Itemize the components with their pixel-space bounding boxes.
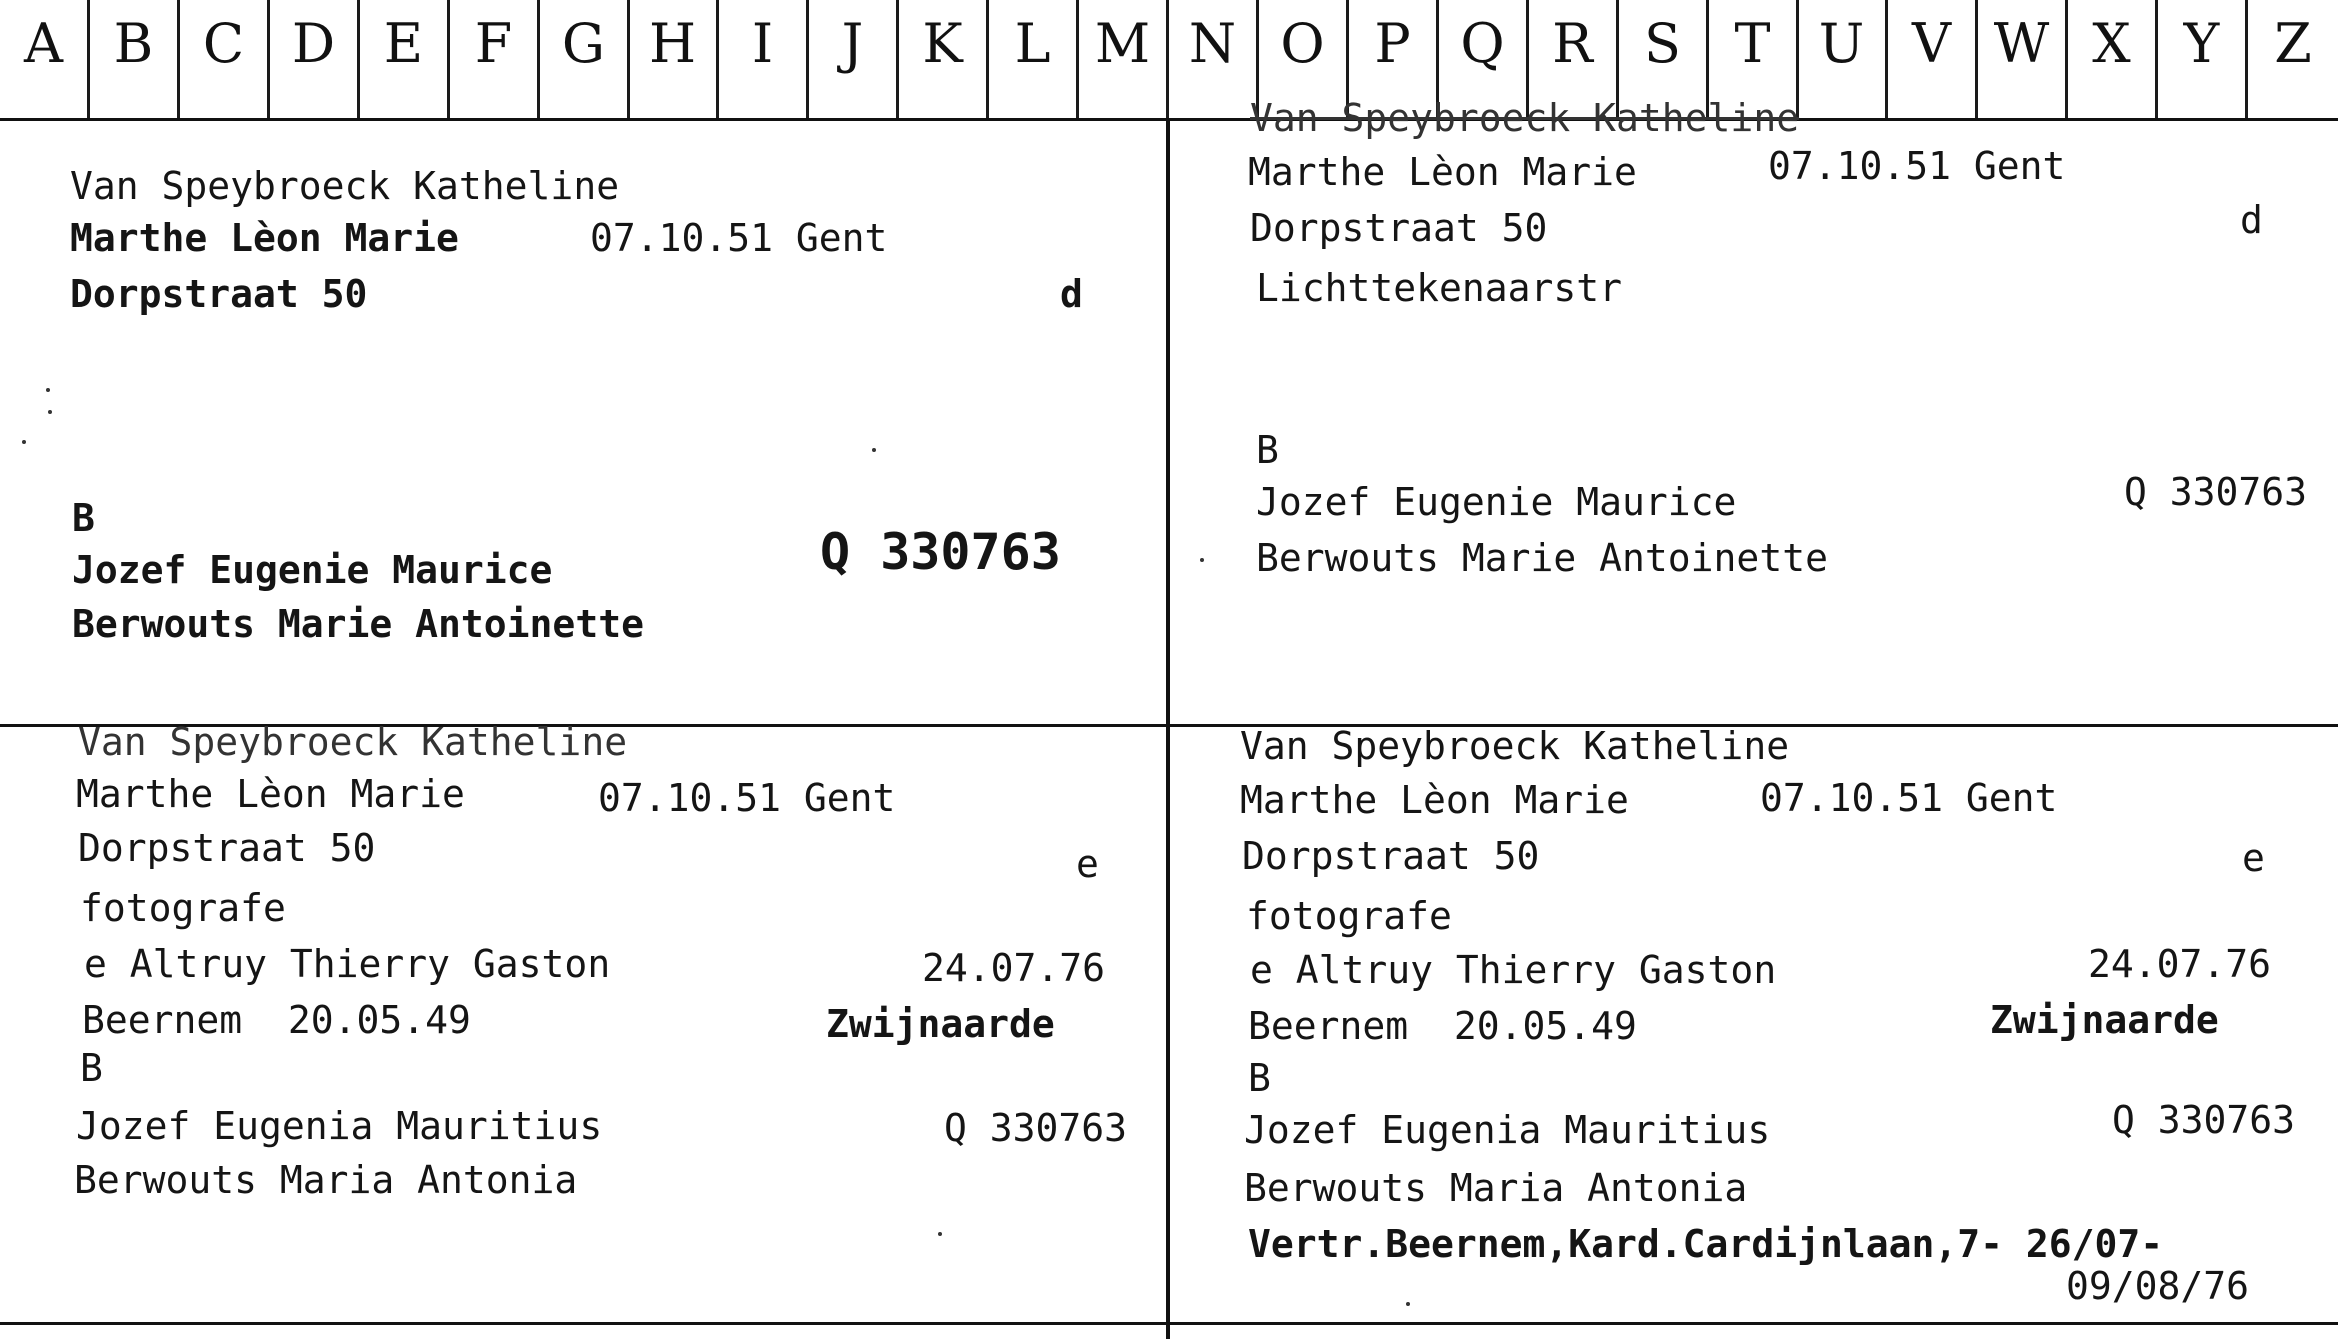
street-address: Dorpstraat 50 (1250, 206, 1548, 250)
label-b: B (1256, 428, 1279, 472)
mother-name: Berwouts Marie Antoinette (1256, 536, 1828, 580)
spouse-name: e Altruy Thierry Gaston (1250, 948, 1777, 992)
alphabet-letter: B (113, 12, 154, 75)
father-name: Jozef Eugenia Mauritius (1244, 1108, 1771, 1152)
register-number: Q 330763 (2124, 470, 2308, 514)
alphabet-cell-i (719, 0, 809, 118)
status-mark: d (1060, 272, 1083, 316)
status-mark: e (1076, 842, 1099, 886)
scan-speck (46, 388, 50, 392)
alphabet-cell-a (0, 0, 90, 118)
alphabet-cell-y (2158, 0, 2248, 118)
scan-speck (938, 1232, 942, 1236)
alphabet-letter: P (1374, 12, 1411, 75)
alphabet-letter: H (648, 12, 697, 75)
alphabet-letter: U (1818, 12, 1865, 75)
alphabet-letter: K (922, 12, 963, 75)
scan-speck (48, 410, 52, 414)
departure-note: Vertr.Beernem,Kard.Cardijnlaan,7- 26/07- (1248, 1222, 2164, 1266)
street-address: Dorpstraat 50 (70, 272, 368, 316)
alphabet-cell-k (899, 0, 989, 118)
register-number: Q 330763 (2112, 1098, 2296, 1142)
alphabet-index-row (0, 0, 2338, 118)
alphabet-letter: M (1094, 12, 1151, 75)
given-names: Marthe Lèon Marie (76, 772, 465, 816)
marriage-place: Zwijnaarde (1990, 998, 2219, 1042)
father-name: Jozef Eugenia Mauritius (76, 1104, 603, 1148)
surname: Van Speybroeck Katheline (1240, 724, 1790, 768)
spouse-birth: Beernem 20.05.49 (1248, 1004, 1637, 1048)
birth-info: 07.10.51 Gent (590, 216, 888, 260)
status-mark: d (2240, 198, 2263, 242)
alphabet-cell-l (989, 0, 1079, 118)
marriage-date: 24.07.76 (2088, 942, 2272, 986)
alphabet-letter: F (474, 12, 513, 75)
alphabet-letter: I (751, 12, 774, 75)
status-mark: e (2242, 836, 2265, 880)
register-number: Q 330763 (944, 1106, 1128, 1150)
alphabet-cell-f (450, 0, 540, 118)
spouse-birth: Beernem 20.05.49 (82, 998, 471, 1042)
scan-speck (1200, 558, 1204, 562)
alphabet-cell-e (360, 0, 450, 118)
given-names: Marthe Lèon Marie (1248, 150, 1637, 194)
street-address-new: Lichttekenaarstr (1256, 266, 1623, 310)
marriage-place: Zwijnaarde (826, 1002, 1055, 1046)
surname: Van Speybroeck Katheline (1250, 96, 1800, 140)
mother-name: Berwouts Maria Antonia (1244, 1166, 1748, 1210)
alphabet-cell-h (629, 0, 719, 118)
alphabet-cell-n (1169, 0, 1259, 118)
alphabet-cell-g (540, 0, 630, 118)
alphabet-cell-b (90, 0, 180, 118)
occupation: fotografe (1246, 894, 1452, 938)
street-address: Dorpstraat 50 (1242, 834, 1540, 878)
alphabet-cell-j (809, 0, 899, 118)
alphabet-letter: Q (1460, 12, 1505, 75)
given-names: Marthe Lèon Marie (1240, 778, 1629, 822)
alphabet-letter: D (291, 12, 336, 75)
mother-name: Berwouts Marie Antoinette (72, 602, 644, 646)
mother-name: Berwouts Maria Antonia (74, 1158, 578, 1202)
alphabet-letter: C (202, 12, 245, 75)
alphabet-letter: V (1912, 12, 1951, 75)
birth-info: 07.10.51 Gent (1768, 144, 2066, 188)
marriage-date: 24.07.76 (922, 946, 1106, 990)
alphabet-cell-x (2068, 0, 2158, 118)
alphabet-cell-w (1978, 0, 2068, 118)
alphabet-cell-d (270, 0, 360, 118)
scan-speck (872, 448, 876, 452)
alphabet-letter: O (1280, 12, 1325, 75)
register-number: Q 330763 (820, 523, 1061, 581)
scan-speck (1406, 1302, 1410, 1306)
alphabet-letter: G (561, 12, 606, 75)
street-address: Dorpstraat 50 (78, 826, 376, 870)
alphabet-cell-v (1888, 0, 1978, 118)
alphabet-letter: R (1552, 12, 1593, 75)
label-b: B (80, 1046, 103, 1090)
father-name: Jozef Eugenie Maurice (72, 548, 553, 592)
alphabet-letter: Z (2274, 12, 2312, 75)
departure-end-date: 09/08/76 (2066, 1264, 2250, 1308)
birth-info: 07.10.51 Gent (1760, 776, 2058, 820)
birth-info: 07.10.51 Gent (598, 776, 896, 820)
alphabet-cell-m (1079, 0, 1169, 118)
alphabet-letter: J (841, 12, 864, 75)
alphabet-letter: N (1188, 12, 1237, 75)
center-divider (1166, 118, 1170, 1339)
alphabet-cell-z (2248, 0, 2338, 118)
alphabet-letter: Y (2183, 12, 2220, 75)
surname: Van Speybroeck Katheline (70, 164, 620, 208)
alphabet-letter: T (1734, 12, 1771, 75)
given-names: Marthe Lèon Marie (70, 216, 459, 260)
occupation: fotografe (80, 886, 286, 930)
alphabet-letter: X (2092, 12, 2131, 75)
alphabet-letter: W (1993, 12, 2050, 75)
alphabet-letter: L (1014, 12, 1051, 75)
scan-speck (22, 440, 26, 444)
alphabet-cell-c (180, 0, 270, 118)
alphabet-letter: A (24, 12, 63, 75)
spouse-name: e Altruy Thierry Gaston (84, 942, 611, 986)
alphabet-letter: S (1644, 12, 1681, 75)
surname: Van Speybroeck Katheline (78, 720, 628, 764)
alphabet-cell-u (1798, 0, 1888, 118)
label-b: B (1248, 1056, 1271, 1100)
father-name: Jozef Eugenie Maurice (1256, 480, 1737, 524)
label-b: B (72, 496, 95, 540)
alphabet-letter: E (383, 12, 424, 75)
